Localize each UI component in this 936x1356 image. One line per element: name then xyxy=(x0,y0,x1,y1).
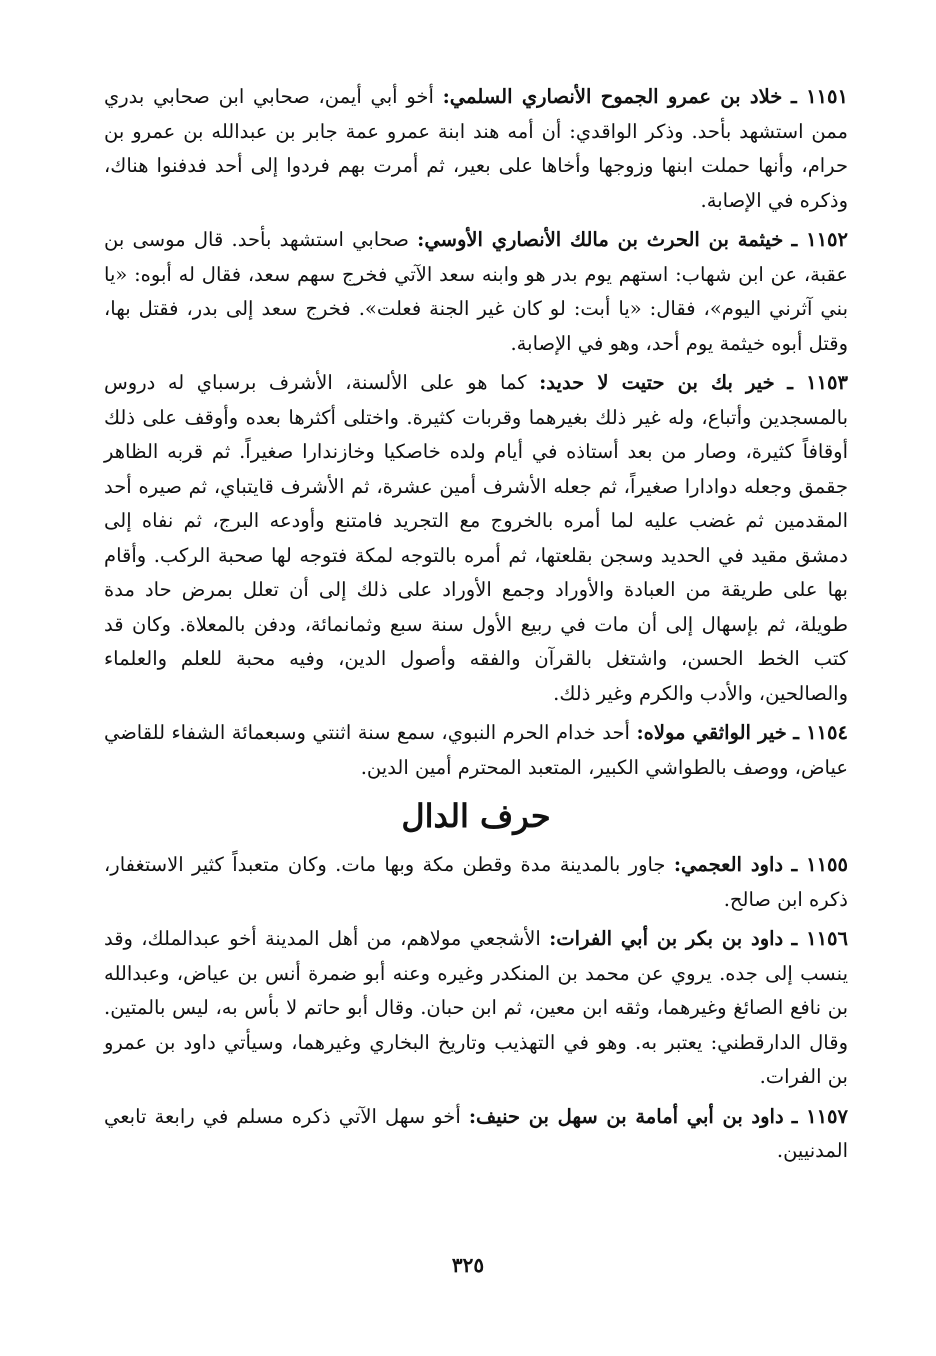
entry-heading: داود بن أبي أمامة بن سهل بن حنيف: xyxy=(468,1104,784,1128)
entry-heading: خلاد بن عمرو الجموح الأنصاري السلمي: xyxy=(442,85,783,108)
entry-1154 xyxy=(104,716,848,785)
section-title: حرف الدال xyxy=(401,797,551,835)
entry-heading: خير بك بن حتيت لا حديد: xyxy=(539,371,775,394)
entry-heading: خيثمة بن الحرث بن مالك الأنصاري الأوسي: xyxy=(417,228,784,251)
entry-heading: خير الواثقي مولاه: xyxy=(636,721,787,744)
entry-heading: داود بن بكر بن أبي الفرات: xyxy=(549,927,784,950)
entry-text: الأشجعي مولاهم، من أهل المدينة أخو عبدالملك، وقد ينسب إلى جده. يروي عن محمد بن المنكدر وغيره وعنه أبو ضمرة أنس بن عياض، وعبدالله بن نافع الصائغ وغيرهما، وثقه ابن معين، ثم ابن حبان. وقال أبو حاتم لا بأس به، ليس بالمتين. وقال الدارقطني: يعتبر به. وهو في التهذيب وتاريخ البخاري وغيرهما، وسيأتي داود بن عمرو بن الفرات. xyxy=(104,927,848,1088)
entry-1152 xyxy=(104,223,848,361)
entries-top xyxy=(104,80,848,785)
entry-number: ١١٥٣ ـ xyxy=(787,371,848,394)
entry-heading: داود العجمي: xyxy=(673,853,784,876)
entry-1151 xyxy=(104,80,848,218)
entry-1153 xyxy=(104,366,848,711)
page-number: ٣٢٥ xyxy=(451,1253,485,1277)
entry-number: ١١٥٥ ـ xyxy=(791,853,848,876)
entry-number: ١١٥٢ ـ xyxy=(791,228,848,251)
entry-text: صحابي استشهد بأحد. قال موسى بن عقبة، عن ابن شهاب: استهم يوم بدر هو وابنه سعد الآتي فخرج سهم سعد، فقال له أبوه: «يا بني آثرني اليوم»، فقال: «يا أبت: لو كان غير الجنة فعلت». فخرج سعد إلى بدر، فقتل بها، وقتل أبوه خيثمة يوم أحد، وهو في الإصابة. xyxy=(104,228,848,355)
entry-1155 xyxy=(104,848,848,917)
entry-1157 xyxy=(104,1100,848,1169)
entry-text: كما هو على الألسنة، الأشرف برسباي له دروس بالمسجدين وأتباع، وله غير ذلك بغيرهما وقربات كثيرة. واختلى أكثرها بعده وأوقف على ذلك أوقافاً كثيرة، وصار من بعد أستاذه في أيام ولده خاصكيا وخازندارا صغيراً. ثم قربه الظاهر جقمق وجعله دوادارا صغيراً، ثم جعله الأشرف أمين عشرة، ثم الأشرف قايتباي، ثم صيره أحد المقدمين ثم غضب عليه لما أمره بالخروج مع التجريد فامتنع وأودعه البرج، ثم نفاه إلى دمشق مقيد في الحديد وسجن بقلعتها، ثم أمره بالتوجه لمكة فتوجه لها صحبة الركب. وأقام بها على طريقة من العبادة والأوراد وجمع الأوراد على ذلك إلى أن تعلل بمرض حاد مدة طويلة، ثم بإسهال إلى أن مات في ربيع الأول سنة سبع وثمانمائة، ودفن بالمعلاة. وكان قد كتب الخط الحسن، واشتغل بالقرآن والفقه وأصول الدين، وفيه محبة للعلم والعلماء والصالحين، والأدب والكرم وغير ذلك. xyxy=(104,371,848,705)
entry-text: أخو أبي أيمن، صحابي ابن صحابي بدري ممن استشهد بأحد. وذكر الواقدي: أن أمه هند ابنة عمرو عمة جابر بن عبدالله بن عمرو بن حرام، وأنها حملت ابنها وزوجها وأخاها على بعير، ثم أمرت بهم فردوا إلى أحد فدفنوا هناك، وذكره في الإصابة. xyxy=(104,85,848,212)
entry-number: ١١٥٧ ـ xyxy=(791,1104,848,1128)
entry-number: ١١٥١ ـ xyxy=(791,85,848,108)
entry-text: أخو سهل الآتي ذكره مسلم في رابعة تابعي المدنيين. xyxy=(104,1104,848,1162)
entry-number: ١١٥٤ ـ xyxy=(793,721,848,744)
entry-text: جاور بالمدينة مدة وقطن مكة وبها مات. وكان متعبداً كثير الاستغفار، ذكره ابن صالح. xyxy=(104,853,848,911)
entry-text: أحد خدام الحرم النبوي، سمع سنة اثنتي وسبعمائة الشفاء للقاضي عياض، ووصف بالطواشي الكبير، المتعبد المحترم أمين الدين. xyxy=(104,721,848,779)
entry-1156 xyxy=(104,922,848,1095)
entry-number: ١١٥٦ ـ xyxy=(791,927,849,950)
entries-bottom xyxy=(104,848,848,1169)
